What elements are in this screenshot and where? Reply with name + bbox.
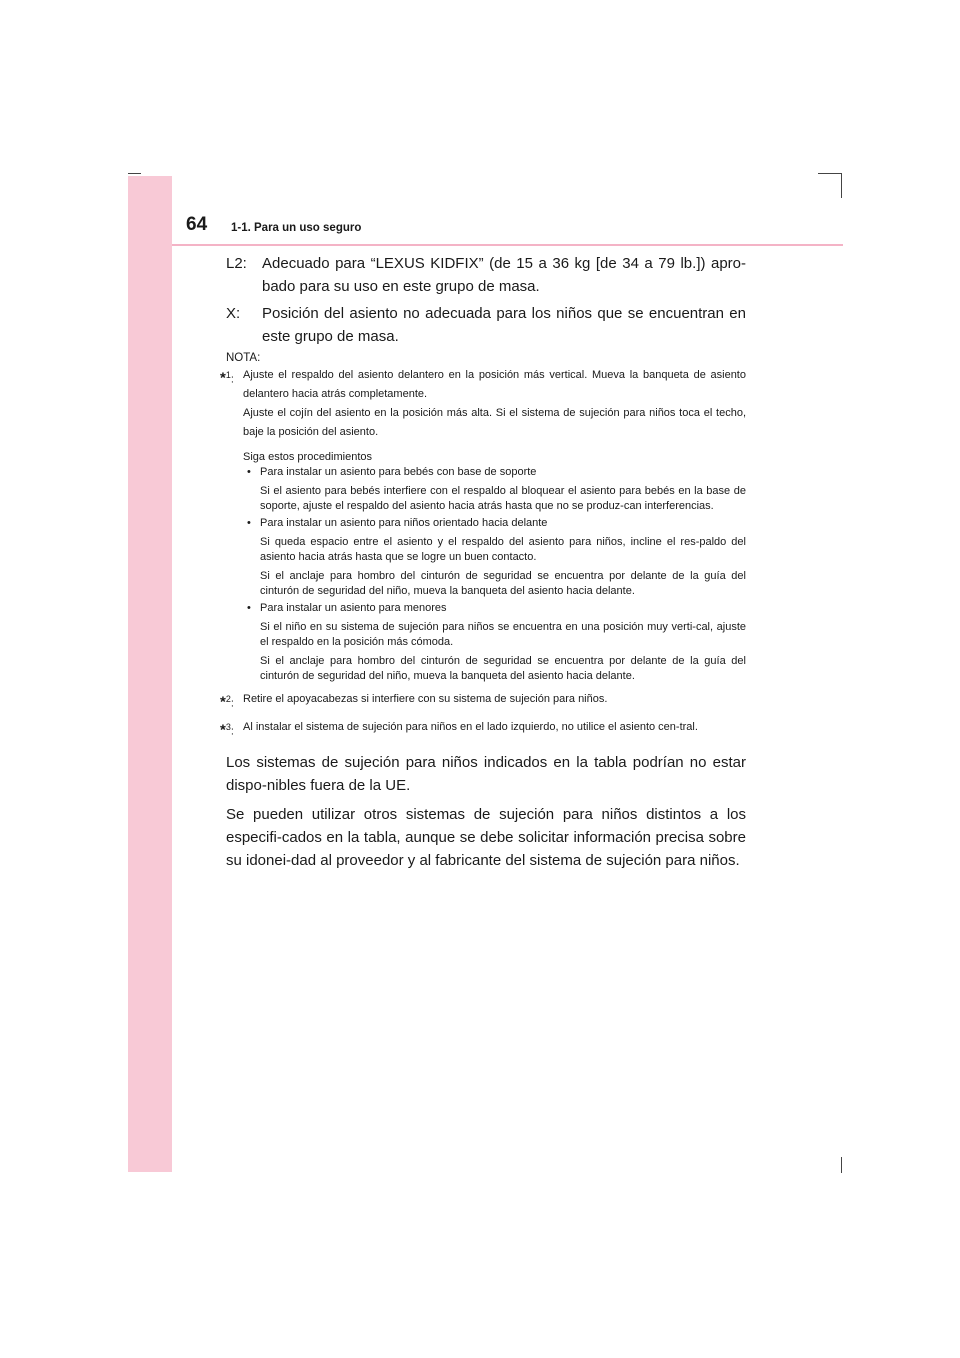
legend-item-l2 — [226, 252, 746, 298]
footnote-body — [243, 366, 746, 686]
footnote-paragraph: Ajuste el cojín del asiento en la posición más alta. Si el sistema de sujeción para niños toca el techo, baje la posición del asiento. — [243, 407, 746, 438]
bullet-item — [247, 516, 746, 531]
body-paragraph: Los sistemas de sujeción para niños indicados en la tabla podrían no estar dispo-nibles fuera de la UE. — [226, 754, 746, 795]
nota-heading: NOTA: — [226, 352, 261, 364]
page-number: 64 — [186, 214, 208, 235]
legend-key: X: — [226, 305, 241, 322]
footnote-paragraph: Ajuste el respaldo del asiento delantero en la posición más vertical. Mueva la banqueta de asiento delantero hacia atrás completamente. — [243, 369, 746, 400]
legend-key: L2: — [226, 255, 247, 272]
header-rule — [172, 244, 843, 246]
footnote-body: Al instalar el sistema de sujeción para niños en el lado izquierdo, no utilice el asiento cen-tral. — [243, 720, 698, 733]
footnote-3 — [220, 718, 746, 742]
bullet-item — [247, 601, 746, 616]
bullet-label: Para instalar un asiento para menores — [260, 602, 447, 614]
crop-mark-bottom-right — [841, 1157, 842, 1173]
bullet-icon: • — [247, 466, 251, 478]
main-content — [220, 252, 746, 872]
procedures-title: Siga estos procedimientos — [243, 451, 373, 463]
footnote-marker: *$^2$: — [220, 693, 234, 711]
bullet-detail: Si el niño en su sistema de sujeción para niños se encuentra en una posición muy verti-cal, ajuste el respaldo en la posición más cómoda. — [260, 621, 746, 648]
bullet-icon: • — [247, 517, 251, 529]
footnote-marker: *$^1$: — [220, 369, 234, 387]
bullet-detail: Si el anclaje para hombro del cinturón de seguridad se encuentra por delante de la guía del cinturón de seguridad del niño, mueva la banqueta del asiento hacia delante. — [260, 570, 746, 597]
crop-mark-top-left — [128, 173, 141, 174]
footnote-1 — [220, 366, 746, 686]
section-title: 1-1. Para un uso seguro — [231, 222, 362, 234]
legend-text: Posición del asiento no adecuada para los niños que se encuentran en este grupo de masa. — [262, 305, 746, 345]
bullet-detail: Si el anclaje para hombro del cinturón de seguridad se encuentra por delante de la guía del cinturón de seguridad del niño, mueva la banqueta del asiento hacia delante. — [260, 655, 746, 682]
crop-mark-top-right-h — [818, 173, 842, 174]
crop-mark-top-right-v — [841, 174, 842, 198]
body-paragraph: Se pueden utilizar otros sistemas de sujeción para niños distintos a los especifi-cados en la tabla, aunque se debe solicitar información precisa sobre su idonei-dad al proveedor y al fabricante del sistema de sujeción para niños. — [226, 806, 746, 870]
footnote-body: Retire el apoyacabezas si interfiere con su sistema de sujeción para niños. — [243, 693, 608, 705]
bullet-icon: • — [247, 602, 251, 614]
bullet-label: Para instalar un asiento para niños orientado hacia delante — [260, 517, 548, 529]
pink-sidebar-tab — [128, 176, 172, 1172]
bullet-detail: Si queda espacio entre el asiento y el respaldo del asiento para niños, incline el res-paldo del asiento hacia atrás hasta que se logre un buen contacto. — [260, 536, 746, 563]
procedures — [243, 450, 746, 684]
legend-text: Adecuado para “LEXUS KIDFIX” (de 15 a 36 kg [de 34 a 79 lb.]) apro-bado para su uso en este grupo de masa. — [262, 255, 746, 295]
legend-item-x — [226, 302, 746, 348]
bullet-label: Para instalar un asiento para bebés con base de soporte — [260, 466, 537, 478]
bullet-item — [247, 465, 746, 480]
bullet-detail: Si el asiento para bebés interfiere con el respaldo al bloquear el asiento para bebés en la base de soporte, ajuste el respaldo del asiento hacia atrás hasta que no se produz-can interferencias. — [260, 485, 746, 512]
footnote-marker: *$^3$: — [220, 721, 234, 739]
footnote-2 — [220, 690, 746, 714]
